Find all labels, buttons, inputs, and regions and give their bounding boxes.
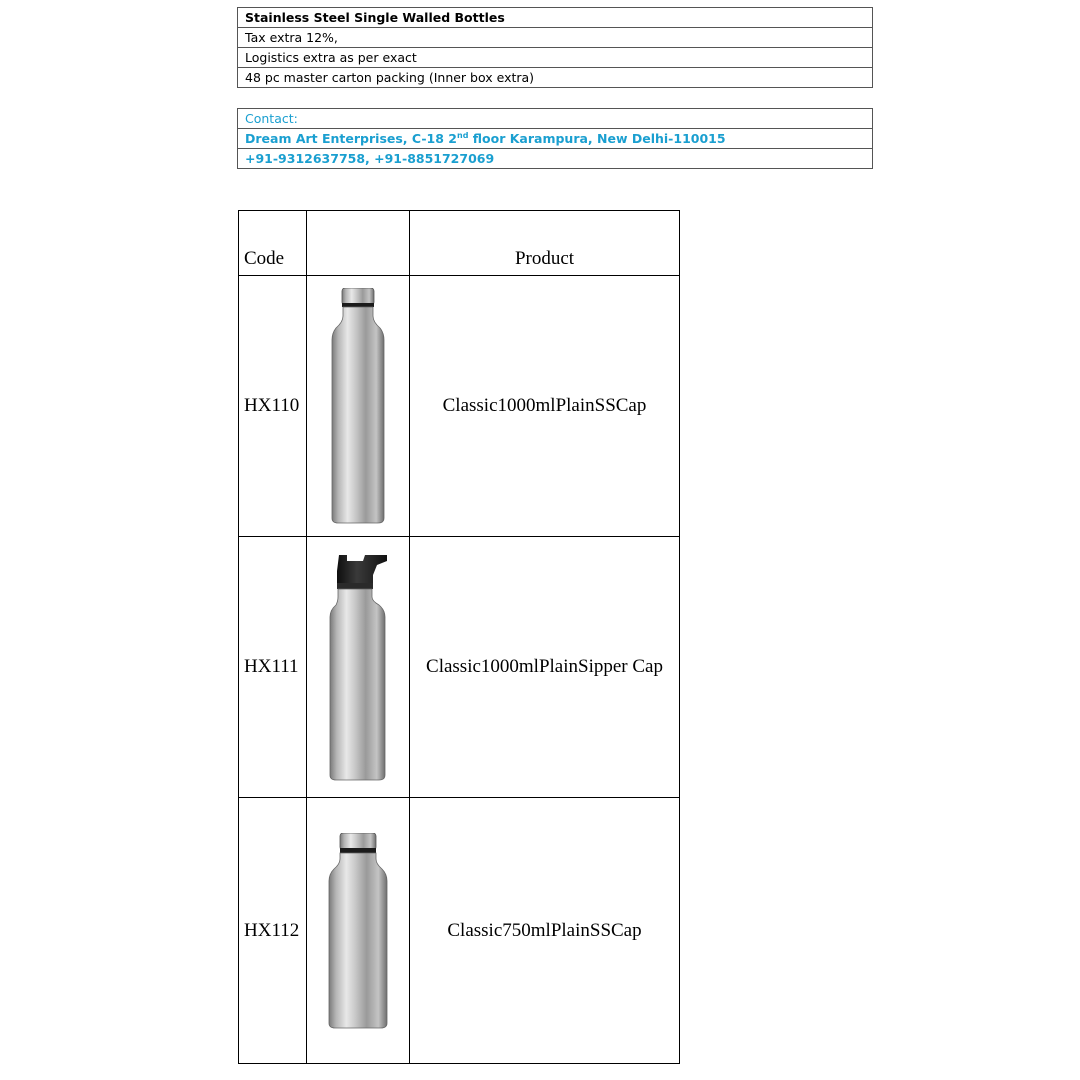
- steel-bottle-sipper-cap-1000ml-image: [325, 553, 391, 781]
- product-image-cell: [307, 537, 410, 798]
- product-name: Classic750mlPlainSSCap: [410, 798, 680, 1064]
- terms-title: Stainless Steel Single Walled Bottles: [238, 8, 873, 28]
- terms-line-packing: 48 pc master carton packing (Inner box extra): [238, 68, 873, 88]
- terms-line-tax: Tax extra 12%,: [238, 28, 873, 48]
- terms-table: [237, 7, 873, 88]
- product-code: HX110: [239, 276, 307, 537]
- contact-address: [238, 129, 873, 149]
- table-header-row: [239, 211, 680, 276]
- contact-address-part1: Dream Art Enterprises, C-18 2: [245, 131, 457, 146]
- contact-phones: +91-9312637758, +91-8851727069: [238, 149, 873, 169]
- table-row: [239, 798, 680, 1064]
- table-row: [239, 276, 680, 537]
- steel-bottle-ss-cap-750ml-image: [326, 833, 390, 1029]
- product-table: [238, 210, 680, 1064]
- contact-address-sup: nd: [457, 130, 469, 140]
- product-image-cell: [307, 798, 410, 1064]
- contact-label: Contact:: [238, 109, 873, 129]
- header-product: Product: [410, 211, 680, 276]
- product-name: Classic1000mlPlainSSCap: [410, 276, 680, 537]
- steel-bottle-ss-cap-1000ml-image: [328, 288, 388, 524]
- contact-table: [237, 108, 873, 169]
- header-code: Code: [239, 211, 307, 276]
- product-code: HX111: [239, 537, 307, 798]
- product-name: Classic1000mlPlainSipper Cap: [410, 537, 680, 798]
- terms-line-logistics: Logistics extra as per exact: [238, 48, 873, 68]
- header-image: [307, 211, 410, 276]
- contact-address-part2: floor Karampura, New Delhi-110015: [468, 131, 726, 146]
- product-code: HX112: [239, 798, 307, 1064]
- table-row: [239, 537, 680, 798]
- product-image-cell: [307, 276, 410, 537]
